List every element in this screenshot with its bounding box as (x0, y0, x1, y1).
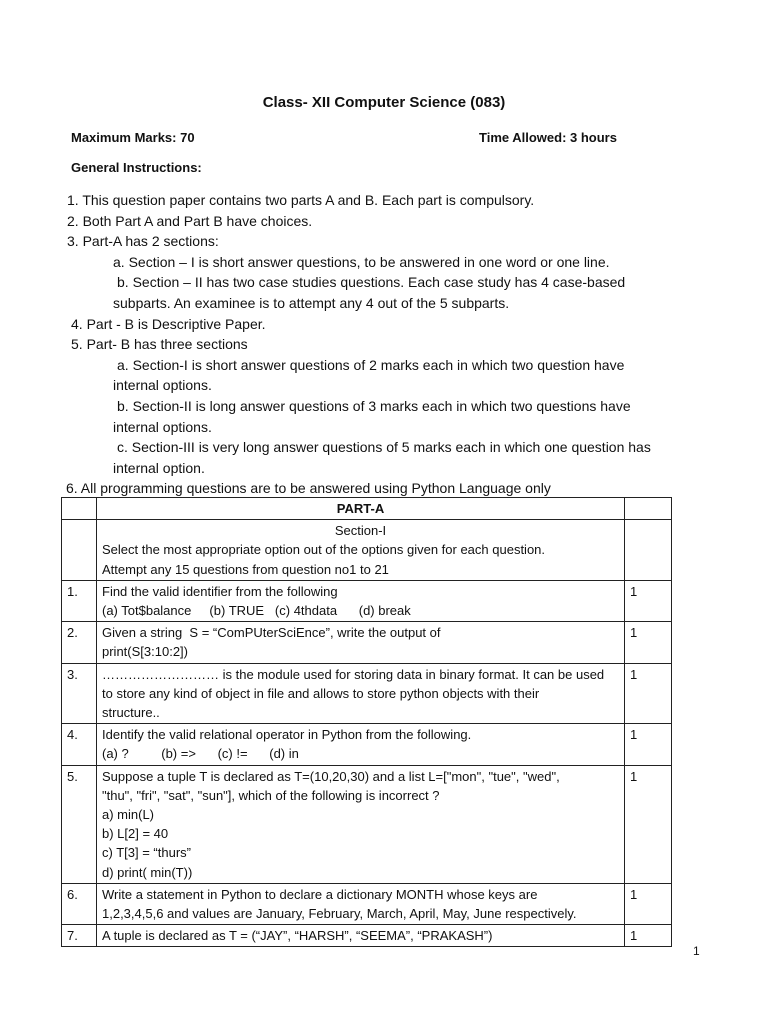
maximum-marks: Maximum Marks: 70 (71, 130, 195, 145)
instruction-line: 4. Part - B is Descriptive Paper. (71, 315, 266, 332)
question-marks: 1 (625, 925, 672, 947)
instruction-line: internal option. (113, 459, 205, 476)
question-row (62, 724, 672, 765)
question-line: ……………………… is the module used for storing data in binary format. It can be used (102, 666, 605, 682)
instructions-list (0, 190, 768, 499)
question-line: Write a statement in Python to declare a dictionary MONTH whose keys are (102, 886, 538, 902)
question-number: 3. (62, 663, 97, 724)
instruction-line: internal options. (113, 418, 212, 435)
question-number: 4. (62, 724, 97, 765)
instruction-line: 1. This question paper contains two parts A and B. Each part is compulsory. (67, 192, 535, 208)
section-instruction: Attempt any 15 questions from question no1 to 21 (102, 561, 389, 577)
question-text (97, 883, 625, 924)
instruction-line: b. Section-II is long answer questions of 3 marks each in which two questions have (117, 397, 631, 414)
question-row (62, 580, 672, 621)
question-line: "thu", "fri", "sat", "sun"], which of the following is incorrect ? (102, 787, 440, 803)
question-text (97, 663, 625, 724)
question-number: 7. (62, 925, 97, 947)
question-number: 6. (62, 883, 97, 924)
question-line: Identify the valid relational operator in Python from the following. (102, 727, 472, 743)
instruction-line: 6. All programming questions are to be answered using Python Language only (66, 480, 551, 497)
question-marks: 1 (625, 580, 672, 621)
section-cell (97, 520, 625, 581)
time-allowed: Time Allowed: 3 hours (479, 130, 617, 145)
instruction-line: 5. Part- B has three sections (71, 336, 248, 353)
page-number: 1 (693, 944, 700, 958)
question-row (62, 765, 672, 883)
instruction-line: 2. Both Part A and Part B have choices. (67, 212, 313, 229)
question-line: b) L[2] = 40 (102, 826, 169, 842)
table-row (62, 520, 672, 581)
question-line: 1,2,3,4,5,6 and values are January, February, March, April, May, June respectively. (102, 906, 577, 922)
question-marks: 1 (625, 765, 672, 883)
section-heading: Section-I (334, 523, 387, 539)
question-number: 5. (62, 765, 97, 883)
question-number: 2. (62, 622, 97, 663)
question-marks: 1 (625, 724, 672, 765)
question-line: a) min(L) (102, 807, 155, 823)
section-instruction: Select the most appropriate option out of the options given for each question. (102, 542, 546, 558)
question-line: structure.. (102, 705, 160, 721)
instruction-line: subparts. An examinee is to attempt any 4 out of the 5 subparts. (113, 294, 510, 311)
question-row (62, 663, 672, 724)
question-row (62, 925, 672, 947)
instruction-line: a. Section-I is short answer questions of 2 marks each in which two question have (117, 356, 625, 373)
question-rows (62, 580, 672, 947)
question-row (62, 622, 672, 663)
question-text (97, 765, 625, 883)
questions-table (61, 497, 672, 947)
question-text (97, 724, 625, 765)
question-row (62, 883, 672, 924)
question-marks: 1 (625, 663, 672, 724)
question-line: Suppose a tuple T is declared as T=(10,20,30) and a list L=["mon", "tue", "wed", (102, 768, 560, 784)
instruction-line: c. Section-III is very long answer questions of 5 marks each in which one question has (117, 439, 651, 456)
general-instructions-heading: General Instructions: (71, 160, 202, 175)
instruction-line: a. Section – I is short answer questions, to be answered in one word or one line. (113, 253, 610, 270)
question-number: 1. (62, 580, 97, 621)
question-line: to store any kind of object in file and allows to store python objects with their (102, 685, 540, 701)
question-line: (a) ? (b) => (c) != (d) in (102, 746, 299, 762)
table-row (62, 498, 672, 520)
question-line: Given a string S = “ComPUterSciEnce”, write the output of (102, 625, 441, 641)
question-marks: 1 (625, 622, 672, 663)
page-title: Class- XII Computer Science (083) (262, 94, 506, 111)
question-line: (a) Tot$balance (b) TRUE (c) 4thdata (d) break (102, 603, 411, 619)
part-heading: PART-A (97, 498, 625, 520)
instruction-line: b. Section – II has two case studies questions. Each case study has 4 case-based (117, 274, 626, 291)
question-line: A tuple is declared as T = (“JAY”, “HARSH”, “SEEMA”, “PRAKASH”) (102, 928, 493, 944)
question-marks: 1 (625, 883, 672, 924)
question-line: Find the valid identifier from the following (102, 583, 338, 599)
question-line: d) print( min(T)) (102, 864, 193, 880)
question-text (97, 580, 625, 621)
question-text (97, 925, 625, 947)
question-text (97, 622, 625, 663)
instruction-line: 3. Part-A has 2 sections: (67, 233, 219, 250)
question-line: print(S[3:10:2]) (102, 644, 188, 660)
instruction-line: internal options. (113, 377, 212, 394)
question-line: c) T[3] = “thurs” (102, 845, 191, 861)
